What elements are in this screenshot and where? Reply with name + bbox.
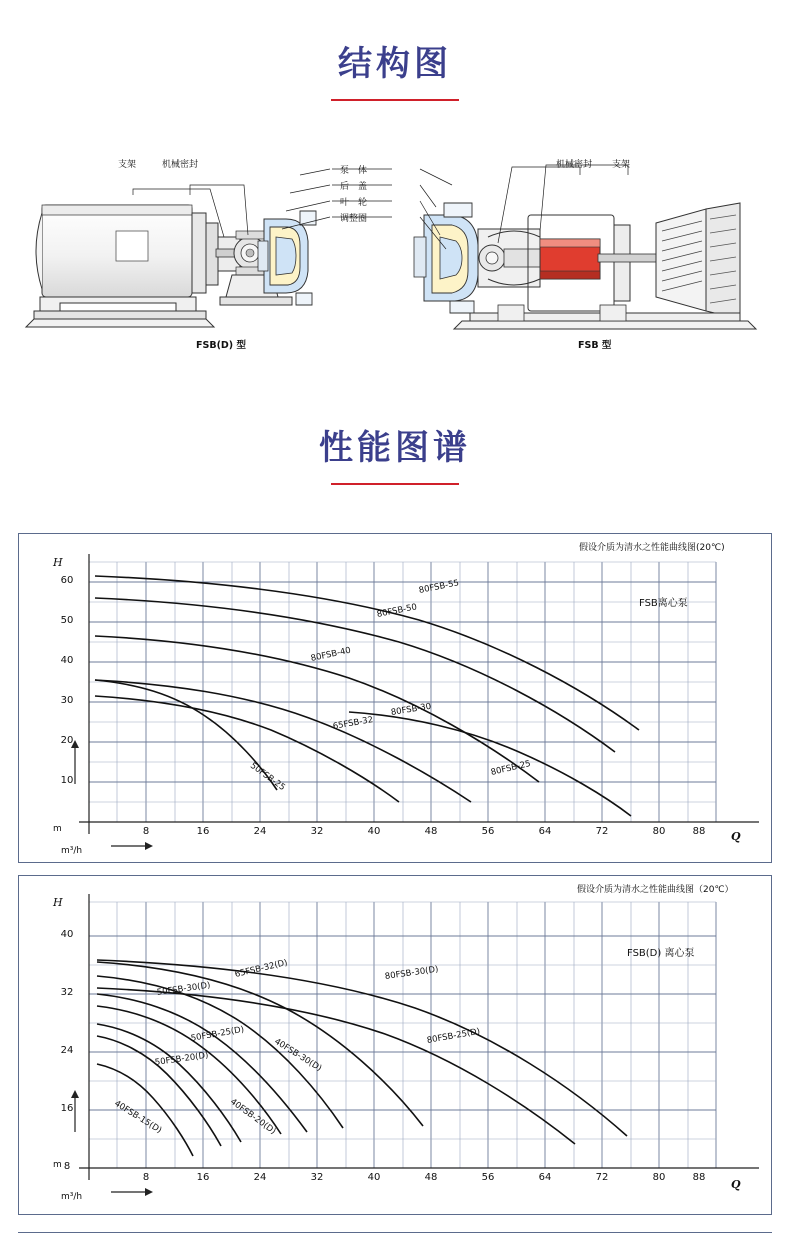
fsb-performance-chart <box>18 533 772 863</box>
structure-title: 结构图 <box>338 44 452 84</box>
fsbd-x-tick-72: 72 <box>595 1172 609 1183</box>
curve-label-65fsb-32d: 65FSB-32(D) <box>233 958 289 980</box>
diagram-label-rear-cover: 后 盖 <box>340 182 368 192</box>
fsbd-x-tick-64: 64 <box>538 1172 552 1183</box>
curve-label-80fsb-25: 80FSB-25 <box>489 758 532 778</box>
diagram-label-mechseal-left: 机械密封 <box>162 160 199 170</box>
fsbd-x-tick-8: 8 <box>142 1172 150 1183</box>
performance-title-rule <box>331 483 459 485</box>
curve-label-80fsb-40: 80FSB-40 <box>309 645 352 664</box>
curve-label-40fsb-30d: 40FSB-30(D) <box>272 1036 324 1074</box>
fsb-y-axis-letter: H <box>53 556 63 569</box>
fsbd-x-tick-80: 80 <box>652 1172 666 1183</box>
fsb-x-axis-unit: m³/h <box>61 846 83 856</box>
fsb-y-tick-20: 20 <box>60 735 74 746</box>
diagram-label-adjust-ring: 调整圈 <box>340 214 368 224</box>
fsbd-chart-svg <box>19 876 771 1214</box>
fsb-y-tick-60: 60 <box>60 575 74 586</box>
performance-heading-block <box>0 420 790 485</box>
fsbd-x-tick-56: 56 <box>481 1172 495 1183</box>
fsb-x-tick-48: 48 <box>424 826 438 837</box>
fsbd-y-axis-unit: m <box>53 1160 62 1170</box>
fsb-x-axis-letter: Q <box>731 830 741 843</box>
page-bottom-rule <box>18 1232 772 1233</box>
fsb-x-tick-72: 72 <box>595 826 609 837</box>
fsbd-chart-caption: 假设介质为清水之性能曲线图（20℃） <box>577 885 734 895</box>
fsbd-y-tick-32: 32 <box>60 987 74 998</box>
curve-label-80fsb-55: 80FSB-55 <box>418 578 460 596</box>
diagram-caption-fsb: FSB 型 <box>578 340 612 351</box>
fsb-x-tick-56: 56 <box>481 826 495 837</box>
fsbd-y-tick-40: 40 <box>60 929 74 940</box>
diagram-label-support-right: 支架 <box>612 160 631 170</box>
fsb-chart-caption: 假设介质为清水之性能曲线图(20℃) <box>579 543 725 553</box>
curve-label-80fsb-30: 80FSB-30 <box>390 701 432 718</box>
diagram-label-mechseal-right: 机械密封 <box>556 160 593 170</box>
curve-label-80fsb-30d: 80FSB-30(D) <box>384 964 440 982</box>
fsbd-x-axis-letter: Q <box>731 1178 741 1191</box>
fsb-x-tick-8: 8 <box>142 826 150 837</box>
fsbd-performance-chart <box>18 875 772 1215</box>
fsb-x-tick-88: 88 <box>692 826 706 837</box>
fsb-y-axis-unit: m <box>53 824 62 834</box>
structure-heading-block <box>0 36 790 101</box>
fsbd-x-tick-88: 88 <box>692 1172 706 1183</box>
fsbd-x-tick-16: 16 <box>196 1172 210 1183</box>
curve-label-40fsb-20d: 40FSB-20(D) <box>228 1096 278 1137</box>
diagram-caption-fsbd: FSB(D) 型 <box>196 340 246 351</box>
fsbd-x-tick-40: 40 <box>367 1172 381 1183</box>
fsb-x-tick-24: 24 <box>253 826 267 837</box>
performance-title: 性能图谱 <box>319 428 471 468</box>
fsb-legend: FSB离心泵 <box>639 598 688 609</box>
fsb-x-tick-16: 16 <box>196 826 210 837</box>
curve-label-50fsb-25: 50FSB-25 <box>248 760 287 793</box>
fsb-x-tick-64: 64 <box>538 826 552 837</box>
curve-label-65fsb-32: 65FSB-32 <box>332 715 374 732</box>
pump-structure-diagram <box>0 145 790 365</box>
diagram-label-support-left: 支架 <box>118 160 137 170</box>
diagram-label-pump-body: 泵 体 <box>340 166 368 176</box>
fsbd-y-tick-24: 24 <box>60 1045 74 1056</box>
fsbd-y-tick-16: 16 <box>60 1103 74 1114</box>
curve-label-50fsb-20d: 50FSB-20(D) <box>154 1050 210 1068</box>
fsbd-x-tick-24: 24 <box>253 1172 267 1183</box>
curve-label-50fsb-30d: 50FSB-30(D) <box>156 980 212 998</box>
fsb-y-tick-10: 10 <box>60 775 74 786</box>
fsbd-x-axis-unit: m³/h <box>61 1192 83 1202</box>
fsb-y-tick-30: 30 <box>60 695 74 706</box>
diagram-label-impeller: 叶 轮 <box>340 198 368 208</box>
curve-label-80fsb-50: 80FSB-50 <box>376 602 418 620</box>
fsb-chart-svg <box>19 534 771 862</box>
fsb-x-tick-32: 32 <box>310 826 324 837</box>
fsbd-x-tick-32: 32 <box>310 1172 324 1183</box>
fsbd-y-axis-letter: H <box>53 896 63 909</box>
curve-label-50fsb-25d: 50FSB-25(D) <box>190 1024 245 1044</box>
pump-diagram-svg <box>0 145 790 365</box>
fsb-x-tick-40: 40 <box>367 826 381 837</box>
fsb-y-tick-50: 50 <box>60 615 74 626</box>
fsb-y-tick-40: 40 <box>60 655 74 666</box>
structure-title-rule <box>331 99 459 101</box>
curve-label-40fsb-15d: 40FSB-15(D) <box>112 1098 164 1136</box>
fsbd-legend: FSB(D) 离心泵 <box>627 948 695 959</box>
curve-label-80fsb-25d: 80FSB-25(D) <box>426 1026 481 1046</box>
fsbd-x-tick-48: 48 <box>424 1172 438 1183</box>
fsb-x-tick-80: 80 <box>652 826 666 837</box>
fsbd-y-tick-8: 8 <box>63 1161 71 1172</box>
